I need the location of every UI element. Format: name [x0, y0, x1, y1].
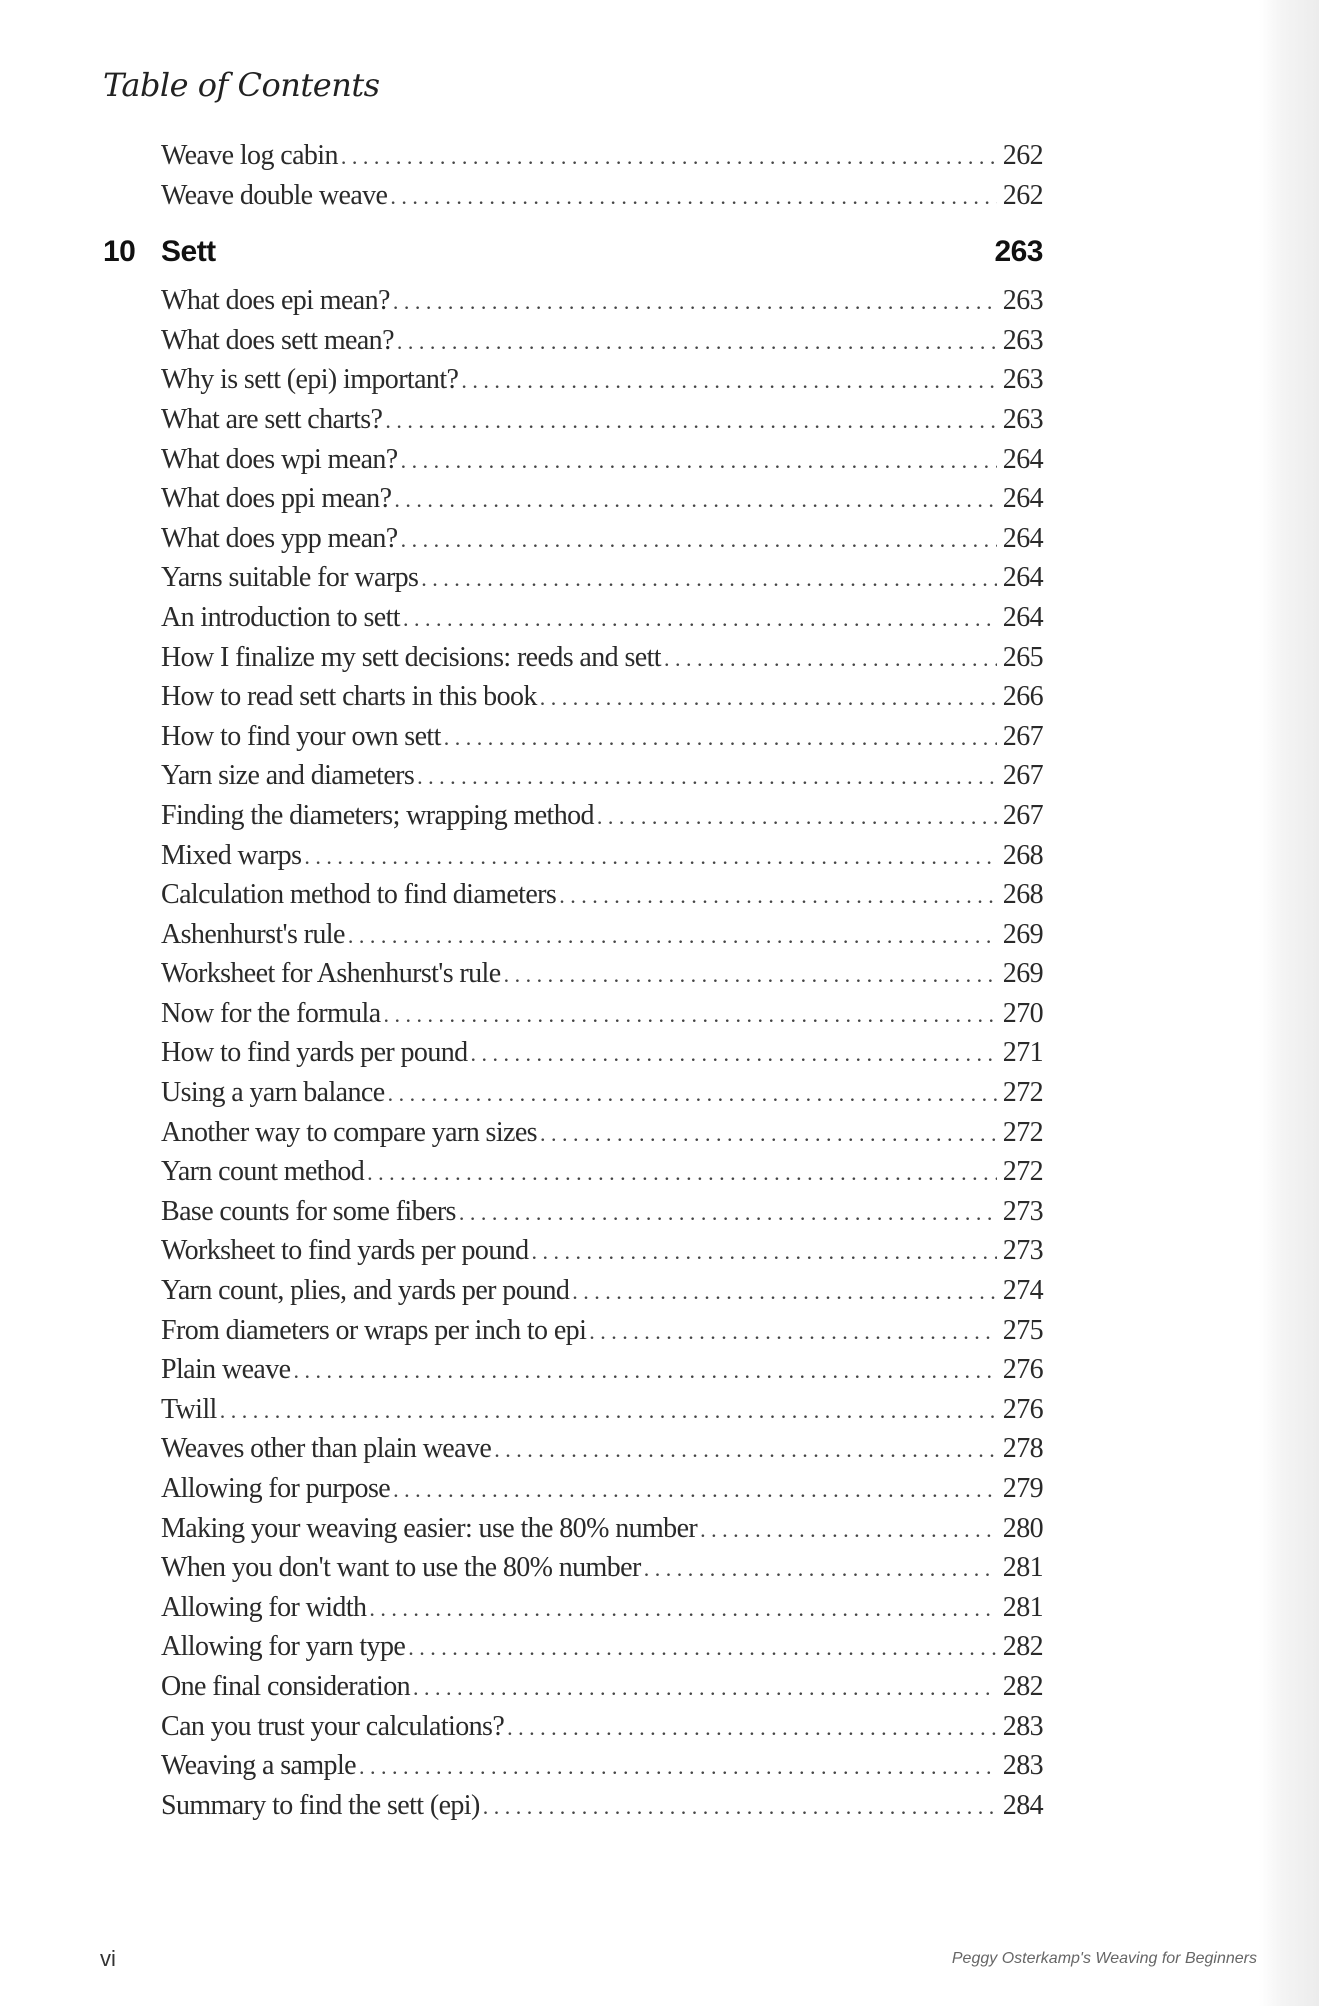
toc-entry-page-number: 279 [1002, 1473, 1043, 1504]
dot-leader [384, 995, 997, 1035]
toc-entry [161, 915, 1043, 955]
chapter-title: Sett [161, 235, 216, 269]
toc-entry-page-number: 276 [1002, 1393, 1043, 1425]
toc-entry-page-number: 282 [1002, 1631, 1043, 1663]
dot-leader [403, 599, 997, 639]
toc-entry-title: How to find your own sett [161, 720, 441, 752]
toc-entry [161, 176, 1043, 216]
toc-entry [161, 1271, 1043, 1311]
toc-entry-title: Plain weave [161, 1354, 291, 1386]
dot-leader [572, 1272, 997, 1312]
toc-entry [161, 479, 1043, 519]
toc-entry-page-number: 264 [1002, 601, 1043, 633]
dot-leader [461, 361, 996, 401]
toc-entry-title: What does epi mean? [161, 285, 390, 317]
toc-entry-title: Worksheet for Ashenhurst's rule [161, 958, 501, 990]
toc-entry-page-number: 272 [1002, 1156, 1043, 1188]
dot-leader [220, 1391, 997, 1431]
toc-entry [161, 796, 1043, 836]
toc-entry-page-number: 278 [1002, 1433, 1043, 1465]
toc-entry-title: Allowing for width [161, 1591, 367, 1623]
toc-entry-page-number: 272 [1002, 1077, 1043, 1109]
toc-entries-list [103, 281, 1043, 1825]
toc-entry-page-number: 265 [1002, 641, 1043, 673]
dot-leader [471, 1034, 997, 1074]
toc-entry-title: Allowing for yarn type [161, 1631, 406, 1663]
toc-entry-title: Worksheet to find yards per pound [161, 1235, 529, 1267]
toc-entry-title: Finding the diameters; wrapping method [161, 799, 594, 831]
toc-entry-page-number: 280 [1002, 1512, 1043, 1544]
dot-leader [540, 1114, 997, 1154]
toc-entry-title: Mixed warps [161, 839, 302, 871]
toc-entry-page-number: 274 [1002, 1275, 1043, 1307]
toc-entry [161, 1627, 1043, 1667]
toc-entry-page-number: 263 [1002, 403, 1043, 435]
toc-entry-title: How to read sett charts in this book [161, 681, 537, 713]
dot-leader [367, 1153, 997, 1193]
toc-entry-title: Why is sett (epi) important? [161, 364, 459, 396]
toc-entry-page-number: 269 [1002, 958, 1043, 990]
toc-entry-title: Yarn size and diameters [161, 760, 415, 792]
toc-entry-page-number: 271 [1002, 1037, 1043, 1069]
toc-entry-page-number: 283 [1002, 1710, 1043, 1742]
toc-entry-title: Yarn count method [161, 1156, 365, 1188]
toc-entry-page-number: 263 [1002, 285, 1043, 317]
dot-leader [348, 916, 997, 956]
toc-entry-title: What does ypp mean? [161, 522, 398, 554]
dot-leader [504, 955, 997, 995]
toc-entry-page-number: 264 [1002, 443, 1043, 475]
toc-entry [161, 440, 1043, 480]
toc-entry-title: Twill [161, 1393, 217, 1425]
toc-entry-page-number: 264 [1002, 522, 1043, 554]
toc-entry-title: Weaves other than plain weave [161, 1433, 492, 1465]
toc-entry [161, 1113, 1043, 1153]
dot-leader [483, 1787, 997, 1827]
dot-leader [385, 401, 996, 441]
toc-entry-page-number: 276 [1002, 1354, 1043, 1386]
dot-leader [540, 678, 997, 718]
dot-leader [644, 1549, 997, 1589]
toc-entry [161, 994, 1043, 1034]
toc-entry-page-number: 269 [1002, 918, 1043, 950]
page-edge-shadow [1259, 0, 1319, 2006]
dot-leader [421, 559, 997, 599]
toc-entry-title: Ashenhurst's rule [161, 918, 345, 950]
toc-entry-title: What are sett charts? [161, 403, 383, 435]
toc-entry [161, 1509, 1043, 1549]
dot-leader [394, 480, 996, 520]
toc-entry-title: Another way to compare yarn sizes [161, 1116, 537, 1148]
dot-leader [359, 1747, 997, 1787]
toc-entry-page-number: 263 [1002, 364, 1043, 396]
toc-entry [161, 954, 1043, 994]
toc-entry [161, 638, 1043, 678]
toc-entry [161, 1588, 1043, 1628]
toc-entry-title: Base counts for some fibers [161, 1195, 456, 1227]
toc-entry [161, 1786, 1043, 1826]
toc-entry-title: Weave log cabin [161, 140, 338, 171]
dot-leader [494, 1430, 997, 1470]
toc-entry-title: Making your weaving easier: use the 80% number [161, 1512, 698, 1544]
toc-entry-title: Weaving a sample [161, 1750, 356, 1782]
toc-entry [161, 321, 1043, 361]
dot-leader [413, 1668, 997, 1708]
toc-entry-page-number: 264 [1002, 562, 1043, 594]
toc-entry-page-number: 281 [1002, 1591, 1043, 1623]
toc-entry [161, 1033, 1043, 1073]
toc-entry-title: Yarn count, plies, and yards per pound [161, 1275, 570, 1307]
dot-leader [401, 441, 997, 481]
toc-entry-title: What does sett mean? [161, 324, 394, 356]
toc-entry-page-number: 284 [1002, 1789, 1043, 1821]
toc-entry-page-number: 262 [1002, 140, 1043, 171]
dot-leader [417, 757, 997, 797]
toc-entry-page-number: 283 [1002, 1750, 1043, 1782]
toc-entry-page-number: 264 [1002, 483, 1043, 515]
toc-entry [161, 1707, 1043, 1747]
dot-leader [401, 520, 997, 560]
toc-entry-page-number: 267 [1002, 799, 1043, 831]
running-head: Table of Contents [103, 66, 380, 104]
toc-entry [161, 836, 1043, 876]
toc-entry [161, 875, 1043, 915]
dot-leader [589, 1312, 997, 1352]
dot-leader [393, 1470, 997, 1510]
toc-entry [161, 400, 1043, 440]
toc-entry-page-number: 273 [1002, 1235, 1043, 1267]
toc-entry-page-number: 267 [1002, 720, 1043, 752]
dot-leader [444, 718, 997, 758]
toc-entry [161, 1390, 1043, 1430]
dot-leader [388, 1074, 997, 1114]
toc-entry [161, 677, 1043, 717]
toc-entry [161, 1152, 1043, 1192]
toc-entry-title: Weave double weave [161, 179, 388, 211]
dot-leader [408, 1628, 997, 1668]
toc-entry-page-number: 268 [1002, 839, 1043, 871]
toc-entry-page-number: 270 [1002, 997, 1043, 1029]
dot-leader [597, 797, 997, 837]
toc-entry-page-number: 266 [1002, 681, 1043, 713]
toc-entry-title: Can you trust your calculations? [161, 1710, 505, 1742]
toc-entry-title: Now for the formula [161, 997, 381, 1029]
toc-entry [161, 598, 1043, 638]
toc-entry-page-number: 275 [1002, 1314, 1043, 1346]
toc-entry-page-number: 282 [1002, 1670, 1043, 1702]
dot-leader [459, 1193, 997, 1233]
toc-entry-title: Using a yarn balance [161, 1077, 385, 1109]
toc-entry [161, 558, 1043, 598]
page-folio: vi [100, 1946, 116, 1971]
toc-entry [161, 1548, 1043, 1588]
chapter-heading [103, 223, 1043, 281]
toc-entry [161, 1469, 1043, 1509]
toc-entry [161, 281, 1043, 321]
toc-entry-page-number: 268 [1002, 879, 1043, 911]
toc-entry [161, 1192, 1043, 1232]
dot-leader [304, 837, 996, 877]
toc-entry-title: How I finalize my sett decisions: reeds and sett [161, 641, 661, 673]
chapter-number: 10 [103, 235, 136, 269]
toc-entry [161, 136, 1043, 176]
book-title-footer: Peggy Osterkamp's Weaving for Beginners [951, 1950, 1257, 1967]
dot-leader [559, 876, 997, 916]
toc-entry-title: What does ppi mean? [161, 483, 392, 515]
toc-entry-title: An introduction to sett [161, 601, 400, 633]
toc-entry-page-number: 273 [1002, 1195, 1043, 1227]
toc-entry-page-number: 262 [1002, 179, 1043, 211]
dot-leader [664, 639, 997, 679]
toc-entry-title: How to find yards per pound [161, 1037, 468, 1069]
dot-leader [393, 282, 997, 322]
toc-entry-title: Allowing for purpose [161, 1473, 391, 1504]
chapter-page-number: 263 [994, 235, 1043, 269]
toc-entry-title: One final consideration [161, 1670, 411, 1702]
toc-entry-page-number: 281 [1002, 1552, 1043, 1584]
dot-leader [369, 1589, 996, 1629]
table-of-contents [103, 136, 1043, 1825]
toc-entry [161, 1429, 1043, 1469]
toc-entry [161, 519, 1043, 559]
toc-entry-title: From diameters or wraps per inch to epi [161, 1314, 587, 1346]
toc-entry-page-number: 263 [1002, 324, 1043, 356]
toc-entry-title: Summary to find the sett (epi) [161, 1789, 480, 1821]
toc-entry [161, 1311, 1043, 1351]
dot-leader [532, 1232, 997, 1272]
toc-entry-title: Calculation method to find diameters [161, 879, 557, 911]
dot-leader [397, 322, 997, 362]
dot-leader [293, 1351, 996, 1391]
toc-entry-page-number: 272 [1002, 1116, 1043, 1148]
toc-entry-page-number: 267 [1002, 760, 1043, 792]
toc-entry [161, 756, 1043, 796]
toc-entry-title: Yarns suitable for warps [161, 562, 419, 594]
toc-entry [161, 1667, 1043, 1707]
toc-entry [161, 360, 1043, 400]
dot-leader [700, 1510, 997, 1550]
dot-leader [390, 177, 996, 217]
toc-entry [161, 1231, 1043, 1271]
pre-entries-list [103, 136, 1043, 215]
toc-entry-title: What does wpi mean? [161, 443, 398, 475]
dot-leader [341, 137, 997, 177]
toc-entry [161, 717, 1043, 757]
toc-entry [161, 1350, 1043, 1390]
toc-entry [161, 1073, 1043, 1113]
toc-entry-title: When you don't want to use the 80% number [161, 1552, 641, 1584]
dot-leader [507, 1708, 997, 1748]
toc-entry [161, 1746, 1043, 1786]
